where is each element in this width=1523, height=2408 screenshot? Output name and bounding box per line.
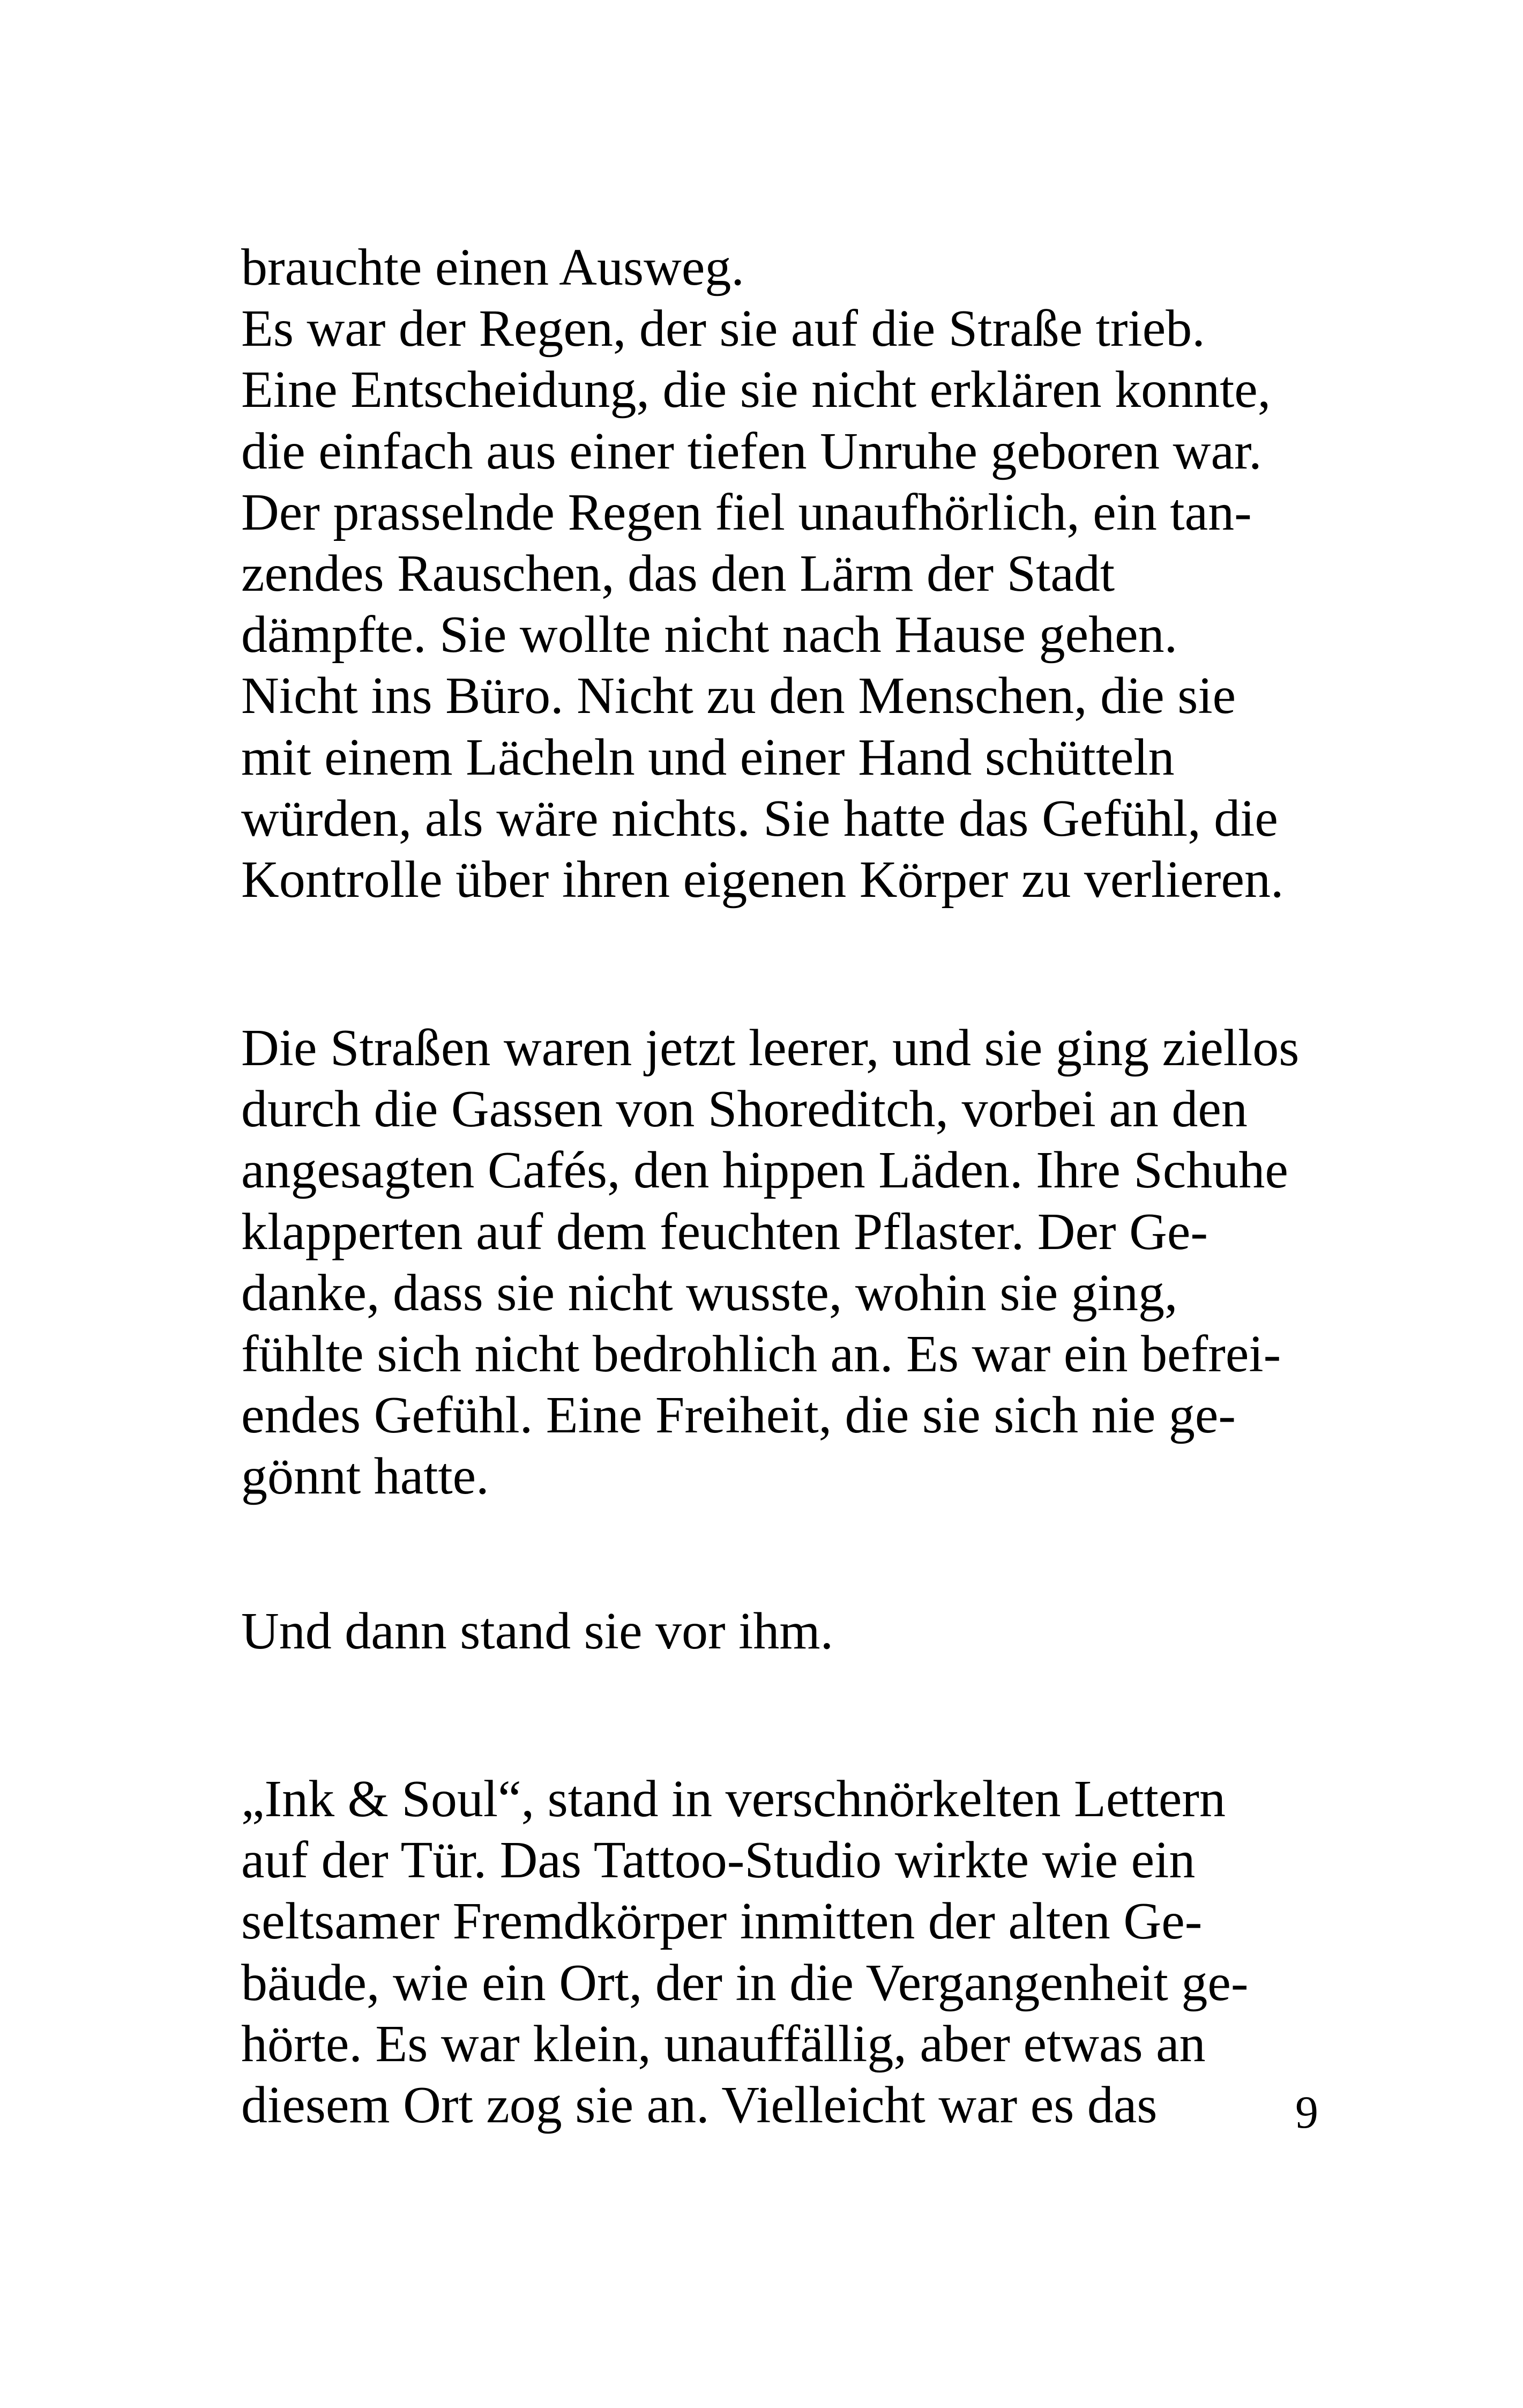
text-line: hörte. Es war klein, unauffällig, aber etwas an xyxy=(241,2015,1206,2073)
text-line: Kontrolle über ihren eigenen Körper zu verlieren. xyxy=(241,850,1284,909)
text-line: dämpfte. Sie wollte nicht nach Hause gehen. xyxy=(241,606,1178,664)
text-line: die einfach aus einer tiefen Unruhe geboren war. xyxy=(241,422,1262,480)
text-line: brauchte einen Ausweg. xyxy=(241,239,744,296)
paragraph-2 xyxy=(241,1017,1367,1507)
text-line: „Ink & Soul“, stand in verschnörkelten Lettern xyxy=(241,1770,1226,1828)
text-line: auf der Tür. Das Tattoo-Studio wirkte wie ein xyxy=(241,1831,1196,1890)
text-line: mit einem Lächeln und einer Hand schütteln xyxy=(241,728,1175,786)
text-line: Nicht ins Büro. Nicht zu den Menschen, die sie xyxy=(241,667,1236,725)
text-line: bäude, wie ein Ort, der in die Vergangenheit ge- xyxy=(241,1953,1249,2012)
text-line: klapperten auf dem feuchten Pflaster. Der Ge- xyxy=(241,1202,1208,1261)
text-line: würden, als wäre nichts. Sie hatte das Gefühl, die xyxy=(241,789,1278,848)
text-line: Und dann stand sie vor ihm. xyxy=(241,1602,834,1660)
text-line: danke, dass sie nicht wusste, wohin sie ging, xyxy=(241,1264,1178,1322)
text-line: Die Straßen waren jetzt leerer, und sie ging ziellos xyxy=(241,1019,1300,1077)
text-line: gönnt hatte. xyxy=(241,1447,489,1506)
text-line: seltsamer Fremdkörper inmitten der alten Ge- xyxy=(241,1892,1203,1951)
text-line: durch die Gassen von Shoreditch, vorbei an den xyxy=(241,1080,1248,1139)
text-line: Es war der Regen, der sie auf die Straße trieb. xyxy=(241,300,1205,358)
text-line: Eine Entscheidung, die sie nicht erklären konnte, xyxy=(241,361,1271,419)
text-line: diesem Ort zog sie an. Vielleicht war es das xyxy=(241,2076,1158,2134)
paragraph-4 xyxy=(241,1768,1367,2136)
text-line: Der prasselnde Regen fiel unaufhörlich, ein tan- xyxy=(241,483,1252,541)
text-line: angesagten Cafés, den hippen Läden. Ihre Schuhe xyxy=(241,1141,1288,1200)
paragraph-1 xyxy=(241,237,1367,910)
text-line: fühlte sich nicht bedrohlich an. Es war ein befrei- xyxy=(241,1325,1281,1383)
text-line: endes Gefühl. Eine Freiheit, die sie sich nie ge- xyxy=(241,1386,1236,1445)
text-line: zendes Rauschen, das den Lärm der Stadt xyxy=(241,544,1115,603)
page-number: 9 xyxy=(1295,2086,1318,2138)
paragraph-3 xyxy=(241,1601,1367,1662)
